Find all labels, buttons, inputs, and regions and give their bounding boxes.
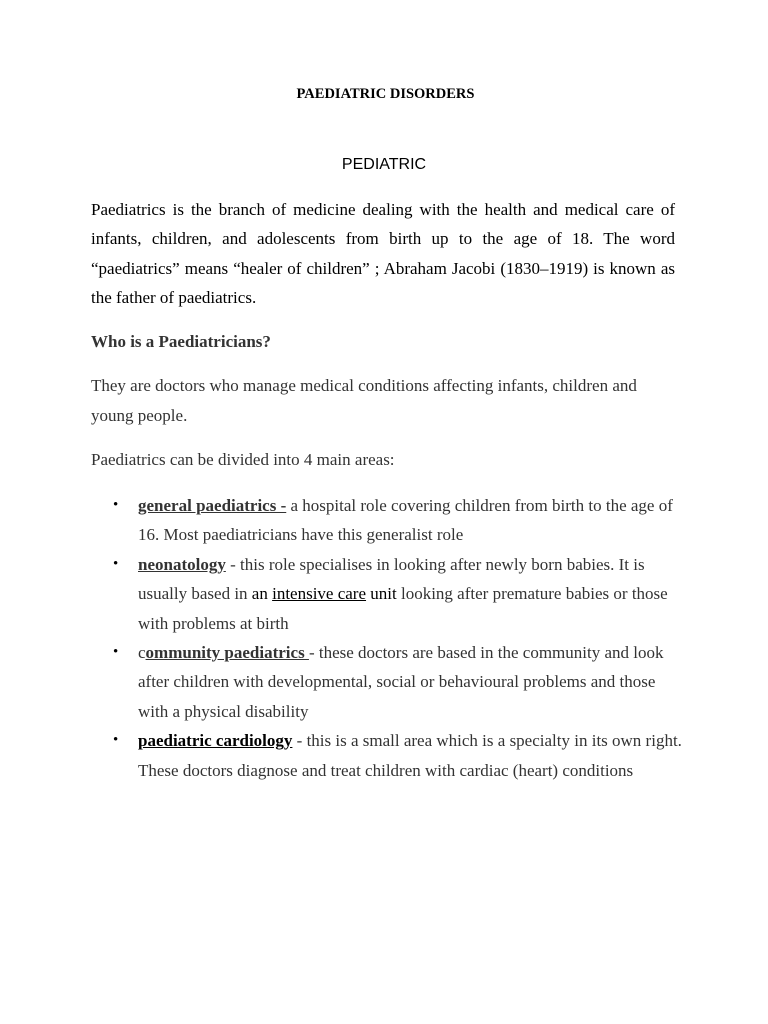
intro-paragraph: Paediatrics is the branch of medicine dealing with the health and medical care of infants, children, and adolescents from birth up to the age of 18. The word “paediatrics” means “healer of children” ; Abraham Jacobi (1830–1919) is known as the father of paediatrics. bbox=[91, 200, 675, 307]
term-community-paediatrics: ommunity paediatrics bbox=[145, 643, 309, 663]
bullet-icon: • bbox=[113, 555, 119, 572]
list-item-neonatology bbox=[113, 550, 683, 638]
description-general-paediatrics: a hospital role covering children from birth to the age of 16. Most paediatricians have this generalist role bbox=[138, 496, 673, 545]
list-item-community-paediatrics bbox=[113, 638, 683, 726]
areas-list bbox=[113, 491, 683, 785]
document-title: PAEDIATRIC DISORDERS bbox=[296, 86, 475, 102]
word-an: an bbox=[251, 584, 268, 604]
description-paediatric-cardiology: - this is a small area which is a specialty in its own right. These doctors diagnose and treat children with cardiac (heart) conditions bbox=[138, 731, 682, 780]
bullet-icon: • bbox=[113, 644, 119, 661]
bullet-icon: • bbox=[113, 732, 119, 749]
term-neonatology: neonatology bbox=[138, 554, 226, 574]
list-item-paediatric-cardiology bbox=[113, 726, 683, 785]
description-neonatology-end: looking after premature babies or those with problems at birth bbox=[138, 584, 668, 633]
term-general-paediatrics: general paediatrics - bbox=[138, 496, 287, 515]
section-heading: Who is a Paediatricians? bbox=[91, 332, 271, 351]
description-community-paediatrics: - these doctors are based in the community and look after children with developmental, social or behavioural problems and those with a physical disability bbox=[138, 643, 664, 721]
description-neonatology-start: - this role specialises in looking after newly born babies. It is usually based in bbox=[138, 554, 645, 604]
term-community-prefix: c bbox=[138, 643, 146, 663]
answer-paragraph: They are doctors who manage medical conditions affecting infants, children and young people. bbox=[91, 376, 637, 425]
intensive-care-link[interactable]: intensive care bbox=[272, 584, 367, 604]
bullet-icon: • bbox=[113, 497, 119, 513]
list-item-general-paediatrics bbox=[113, 491, 683, 550]
term-paediatric-cardiology: paediatric cardiology bbox=[138, 731, 293, 751]
document-subtitle: PEDIATRIC bbox=[341, 156, 427, 173]
areas-intro-paragraph: Paediatrics can be divided into 4 main areas: bbox=[91, 450, 395, 469]
word-unit: unit bbox=[370, 584, 397, 604]
